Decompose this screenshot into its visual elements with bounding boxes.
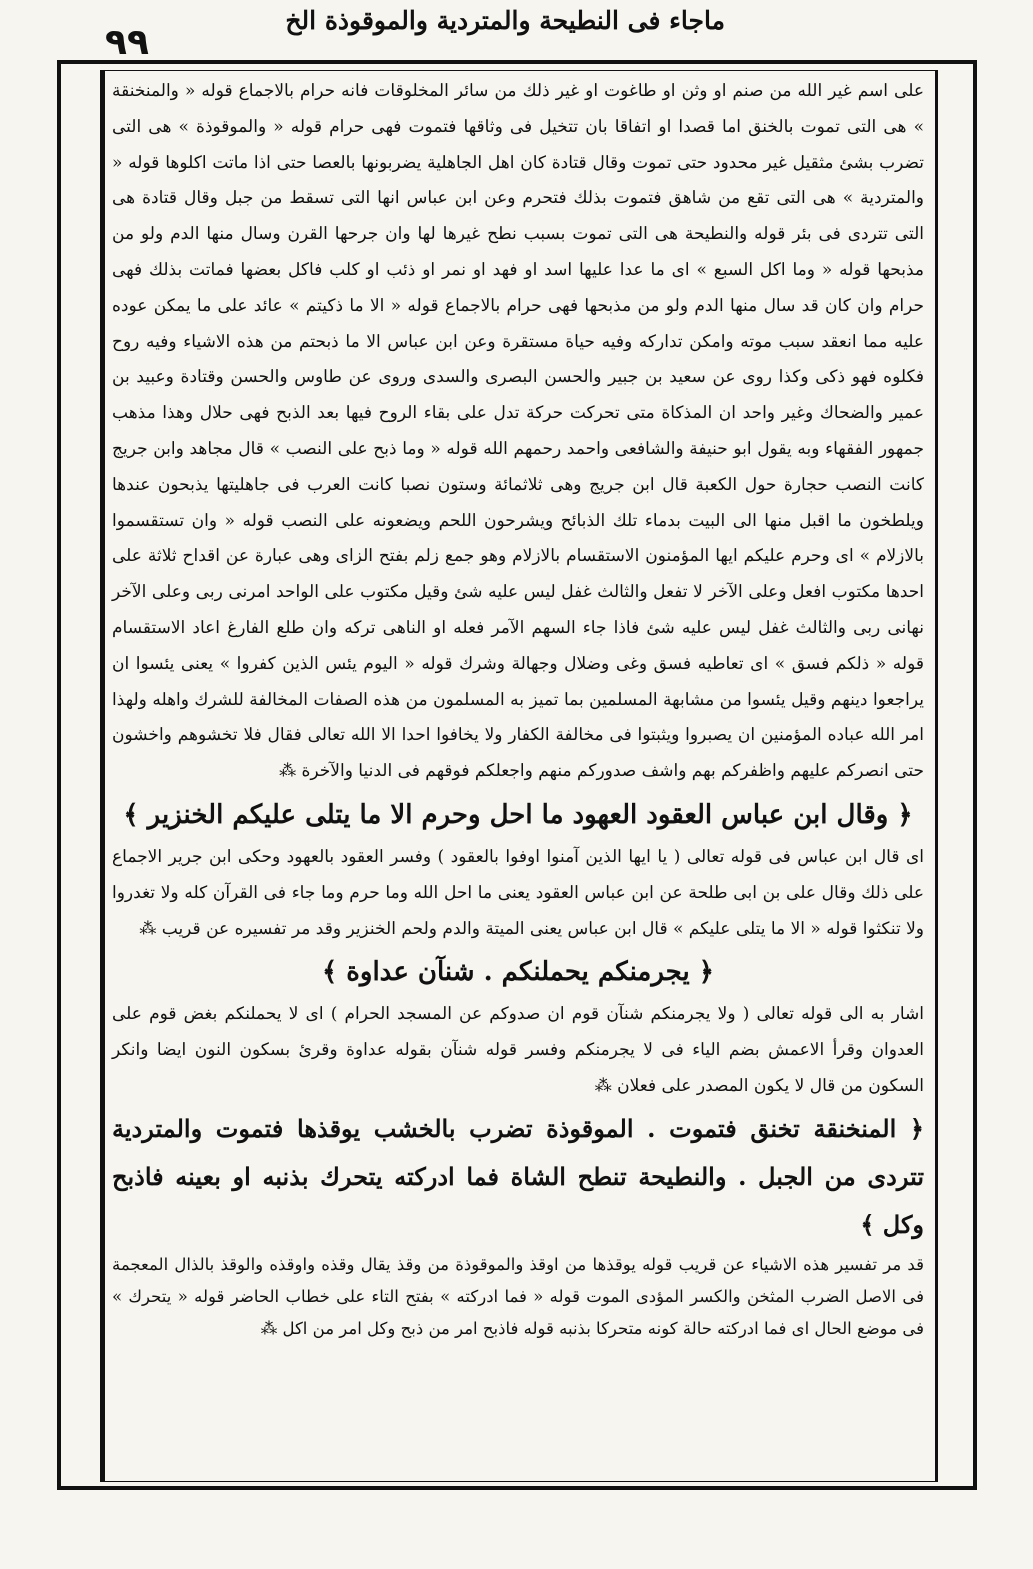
running-title: ماجاء فى النطيحة والمتردية والموقوذة الخ [285, 6, 725, 35]
page-body [112, 74, 924, 1474]
commentary-paragraph: اى قال ابن عباس فى قوله تعالى ( يا ايها الذين آمنوا اوفوا بالعقود ) وفسر العقود بالعهود وحكى ابن جرير الاجماع على ذلك وقال على بن ابى طلحة عن ابن عباس العقود يعنى ما احل الله وما حرم وما جاء فى القرآن كله ولا تغدروا ولا تنكثوا قوله « الا ما يتلى عليكم » قال ابن عباس يعنى الميتة والدم ولحم الخنزير وقد مر تفسيره عن قريب ⁂ [112, 846, 924, 939]
quoted-text-heading: ﴿ وقال ابن عباس العقود العهود ما احل وحرم الا ما يتلى عليكم الخنزير ﴾ [123, 799, 913, 830]
commentary-paragraph: على اسم غير الله من صنم او وثن او طاغوت او غير ذلك من سائر المخلوقات فانه حرام بالاجماع قوله « والمنخنقة » هى التى تموت بالخنق اما قصدا او اتفاقا بان تتخيل فى وثاقها فتموت فهى حرام قوله « والموقوذة » هى التى تضرب بشئ مثقيل غير محدود حتى تموت وقال قتادة كان اهل الجاهلية يضربونها بالعصا حتى اذا ماتت اكلوها قوله « والمتردية » هى التى تقع من شاهق فتموت بذلك فتحرم وعن ابن عباس انها التى تسقط من جبل وقال قتادة هى التى تتردى فى بئر قوله والنطيحة هى التى تموت بسبب نطح غيرها لها وان جرحها القرن وسال منها الدم ولو من مذبحها قوله « وما اكل السبع » اى ما عدا عليها اسد او فهد او نمر او ذئب او كلب فاكل بعضها فماتت بذلك فهى حرام وان كان قد سال منها الدم ولو من مذبحها فهى حرام بالاجماع قوله « الا ما ذكيتم » عائد على ما يمكن عوده عليه مما انعقد سبب موته وامكن تداركه وفيه حياة مستقرة وعن ابن عباس الا ما ذبحتم من هذه الاشياء وفيه روح فكلوه فهو ذكى وكذا روى عن سعيد بن جبير والحسن البصرى والسدى وروى عن طاوس والحسن وقتادة وعبيد بن عمير والضحاك وغير واحد ان المذكاة متى تحركت حركة تدل على بقاء الروح فيها بعد الذبح فهى حلال وهذا مذهب جمهور الفقهاء وبه يقول ابو حنيفة والشافعى واحمد رحمهم الله قوله « وما ذبح على النصب » قال مجاهد وابن جريج كانت النصب حجارة حول الكعبة قال ابن جريج وهى ثلاثمائة وستون نصبا كانت العرب فى جاهليتها يذبحون عندها ويلطخون ما اقبل منها الى البيت بدماء تلك الذبائح ويشرحون اللحم ويضعونه على النصب قوله « وان تستقسموا بالازلام » اى وحرم عليكم ايها المؤمنون الاستقسام بالازلام وهو جمع زلم بفتح الزاى وهى عبارة عن اقداح ثلاثة على احدها مكتوب افعل وعلى الآخر لا تفعل والثالث غفل ليس عليه شئ وقيل مكتوب على الواحد امرنى ربى وعلى الآخر نهانى ربى والثالث غفل ليس عليه شئ فاذا جاء السهم الآمر فعله او الناهى تركه وان طلع الفارغ اعاد الاستقسام قوله « ذلكم فسق » اى تعاطيه فسق وغى وضلال وجهالة وشرك قوله « اليوم يئس الذين كفروا » يعنى يئسوا ان يراجعوا دينهم وقيل يئسوا من مشابهة المسلمين بما تميز به المسلمون من هذه الصفات المخالفة للشرك واهله ولهذا امر الله عباده المؤمنين ان يصبروا ويثبتوا فى مخالفة الكفار ولا يخافوا احدا الا الله تعالى فقال فلا تخشوهم واخشون حتى انصركم عليهم واظفركم بهم واشف صدوركم منهم واجعلكم فوقهم فى الدنيا والآخرة ⁂ [112, 81, 924, 782]
page-header [55, 0, 975, 63]
quoted-text-heading: ﴿ يجرمنكم يحملنكم . شنآن عداوة ﴾ [321, 957, 714, 988]
quoted-text-heading: ﴿ المنخنقة تخنق فتموت . الموقوذة تضرب بالخشب يوقذها فتموت والمتردية تتردى من الجبل . والنطيحة تنطح الشاة فما ادركته يتحرك بذنبه او بعينه فاذبح وكل ﴾ [112, 1113, 924, 1239]
page-number: ٩٩ [105, 22, 149, 63]
commentary-paragraph: قد مر تفسير هذه الاشياء عن قريب قوله يوقذها من اوقذ والموقوذة من وقذ يقال وقذه واوقذه والوقذ بالذال المعجمة فى الاصل الضرب المثخن والكسر المؤدى الموت قوله « فما ادركته » بفتح التاء على خطاب الحاضر قوله « يتحرك » فى موضع الحال اى فما ادركته حالة كونه متحركا بذنبه قوله فاذبح امر من ذبح وكل امر من اكل ⁂ [112, 1254, 924, 1338]
commentary-paragraph: اشار به الى قوله تعالى ( ولا يجرمنكم شنآن قوم ان صدوكم عن المسجد الحرام ) اى لا يحملنكم بغض قوم على العدوان وقرأ الاعمش بضم الياء فى لا يجرمنكم وفسر قوله شنآن بقوله عداوة وقرئ بسكون النون ايضا وانكر السكون من قال لا يكون المصدر على فعلان ⁂ [112, 1004, 924, 1096]
